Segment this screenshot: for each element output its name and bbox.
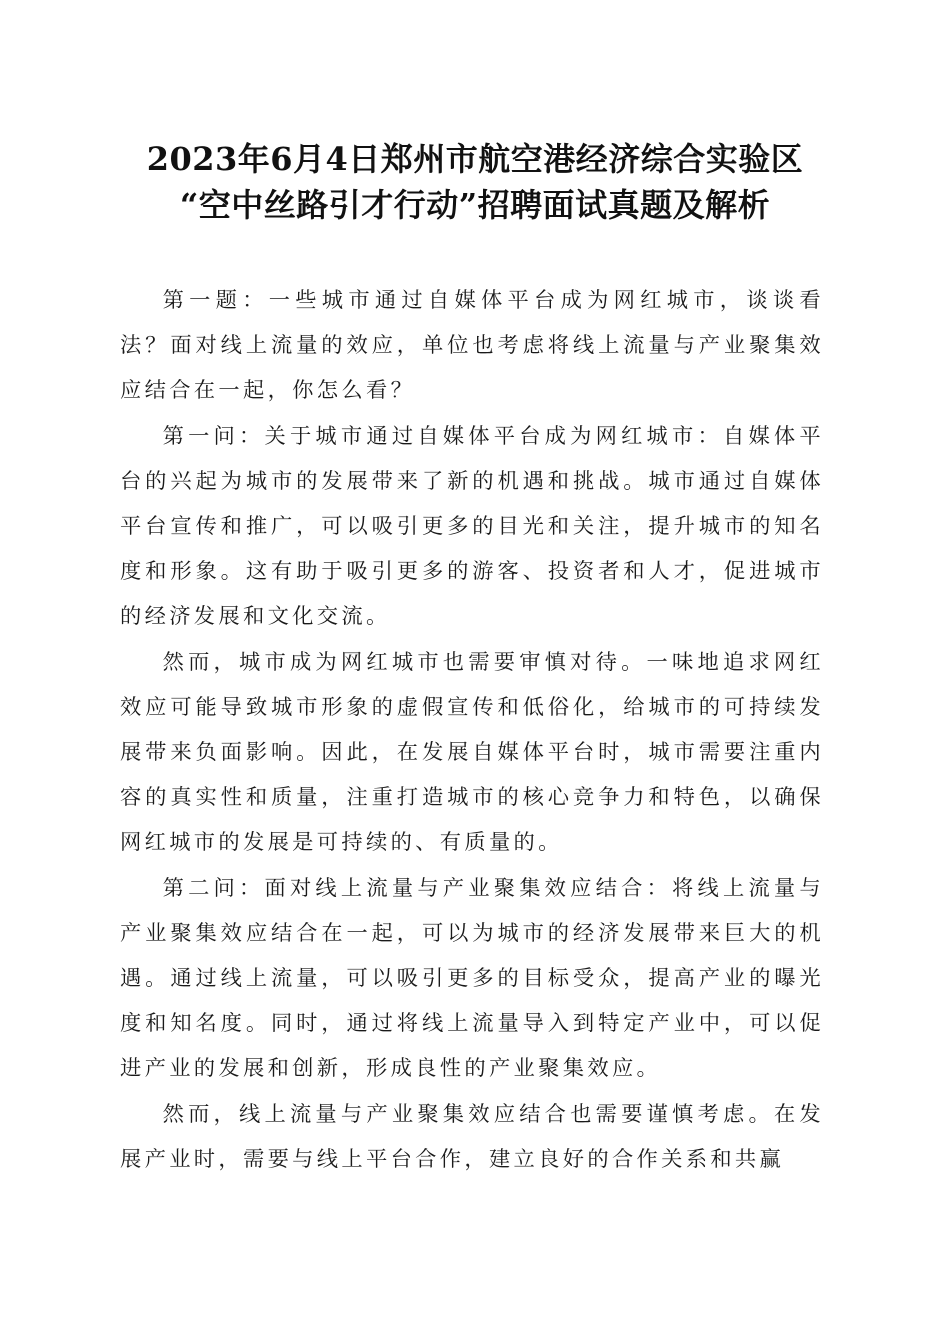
paragraph-answer-1-continued: 然而，城市成为网红城市也需要审慎对待。一味地追求网红效应可能导致城市形象的虚假宣传和低俗化，给城市的可持续发展带来负面影响。因此，在发展自媒体平台时，城市需要注重内容的真实性和质量，注重打造城市的核心竞争力和特色，以确保网红城市的发展是可持续的、有质量的。 [120,649,824,856]
title-line-1: 2023年6月4日郑州市航空港经济综合实验区 [146,140,804,178]
paragraph-answer-2: 第二问：面对线上流量与产业聚集效应结合：将线上流量与产业聚集效应结合在一起，可以为城市的经济发展带来巨大的机遇。通过线上流量，可以吸引更多的目标受众，提高产业的曝光度和知名度。同时，通过将线上流量导入到特定产业中，可以促进产业的发展和创新，形成良性的产业聚集效应。 [120,875,824,1082]
paragraph-answer-2-continued: 然而，线上流量与产业聚集效应结合也需要谨慎考虑。在发展产业时，需要与线上平台合作，建立良好的合作关系和共赢 [120,1101,824,1172]
title-line-2: “空中丝路引才行动”招聘面试真题及解析 [179,186,771,224]
paragraph-answer-1: 第一问：关于城市通过自媒体平台成为网红城市：自媒体平台的兴起为城市的发展带来了新的机遇和挑战。城市通过自媒体平台宣传和推广，可以吸引更多的目光和关注，提升城市的知名度和形象。这有助于吸引更多的游客、投资者和人才，促进城市的经济发展和文化交流。 [120,423,824,630]
document-title [100,136,850,228]
paragraph-question-1: 第一题：一些城市通过自媒体平台成为网红城市，谈谈看法？面对线上流量的效应，单位也考虑将线上流量与产业聚集效应结合在一起，你怎么看？ [120,288,824,404]
document-body [120,278,824,1182]
